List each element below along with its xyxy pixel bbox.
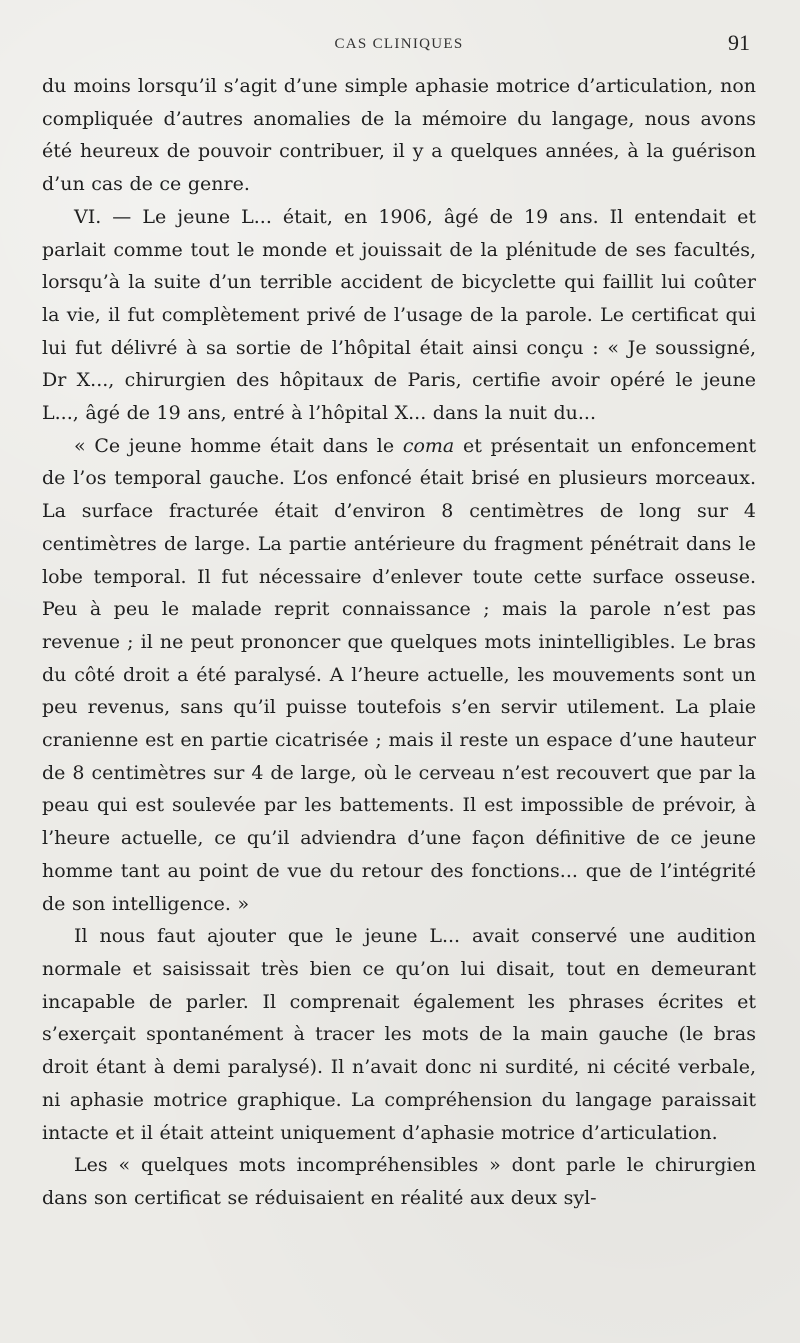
- certificate-text-end: et présentait un enfoncement de l’os temporal gauche. L’os enfoncé était brisé en plusieurs morceaux. La surface fracturée était d’environ 8 centimètres de long sur 4 centimètres de large. La partie antérieure du fragment pénétrait dans le lobe temporal. Il fut nécessaire d’enlever toute cette surface osseuse. Peu à peu le malade reprit connaissance ; mais la parole n’est pas revenue ; il ne peut prononcer que quelques mots inintelligibles. Le bras du côté droit a été paralysé. A l’heure actuelle, les mouvements sont un peu revenus, sans qu’il puisse toutefois s’en servir utilement. La plaie cranienne est en partie cicatrisée ; mais il reste un espace d’une hauteur de 8 centimètres sur 4 de large, où le cerveau n’est recouvert que par la peau qui est soulevée par les battements. Il est impossible de prévoir, à l’heure actuelle, ce qu’il adviendra d’une façon définitive de ce jeune homme tant au point de vue du retour des fonctions... que de l’intégrité de son intelligence. »: [42, 434, 756, 915]
- paragraph-clinical-observation: Il nous faut ajouter que le jeune L... avait conservé une audition normale et saisissait très bien ce qu’on lui disait, tout en demeurant incapable de parler. Il comprenait également les phrases écrites et s’exerçait spontanément à tracer les mots de la main gauche (le bras droit étant à demi paralysé). Il n’avait donc ni surdité, ni cécité verbale, ni aphasie motrice graphique. La compréhension du langage paraissait intacte et il était atteint uniquement d’aphasie motrice d’articulation.: [42, 925, 756, 1144]
- running-title: CAS CLINIQUES: [334, 36, 464, 52]
- paragraph-continuation: du moins lorsqu’il s’agit d’une simple aphasie motrice d’articulation, non compliquée d’autres anomalies de la mémoire du langage, nous avons été heureux de pouvoir contribuer, il y a quelques années, à la guérison d’un cas de ce genre.: [42, 75, 756, 196]
- coma-term: coma: [402, 434, 455, 457]
- running-head: [42, 28, 756, 70]
- body-text: [42, 70, 756, 1215]
- page-number: 91: [728, 30, 750, 55]
- certificate-text-start: « Ce jeune homme était dans le: [74, 434, 403, 457]
- paragraph-speech-syllables: Les « quelques mots incompréhensibles » dont parle le chirurgien dans son certificat se réduisaient en réalité aux deux syl-: [42, 1154, 756, 1209]
- paragraph-medical-certificate: [42, 430, 756, 921]
- paragraph-case-vi: VI. — Le jeune L... était, en 1906, âgé de 19 ans. Il entendait et parlait comme tout le monde et jouissait de la plénitude de ses facultés, lorsqu’à la suite d’un terrible accident de bicyclette qui faillit lui coûter la vie, il fut complètement privé de l’usage de la parole. Le certificat qui lui fut délivré à sa sortie de l’hôpital était ainsi conçu : « Je soussigné, Dr X..., chirurgien des hôpitaux de Paris, certifie avoir opéré le jeune L..., âgé de 19 ans, entré à l’hôpital X... dans la nuit du...: [42, 205, 756, 425]
